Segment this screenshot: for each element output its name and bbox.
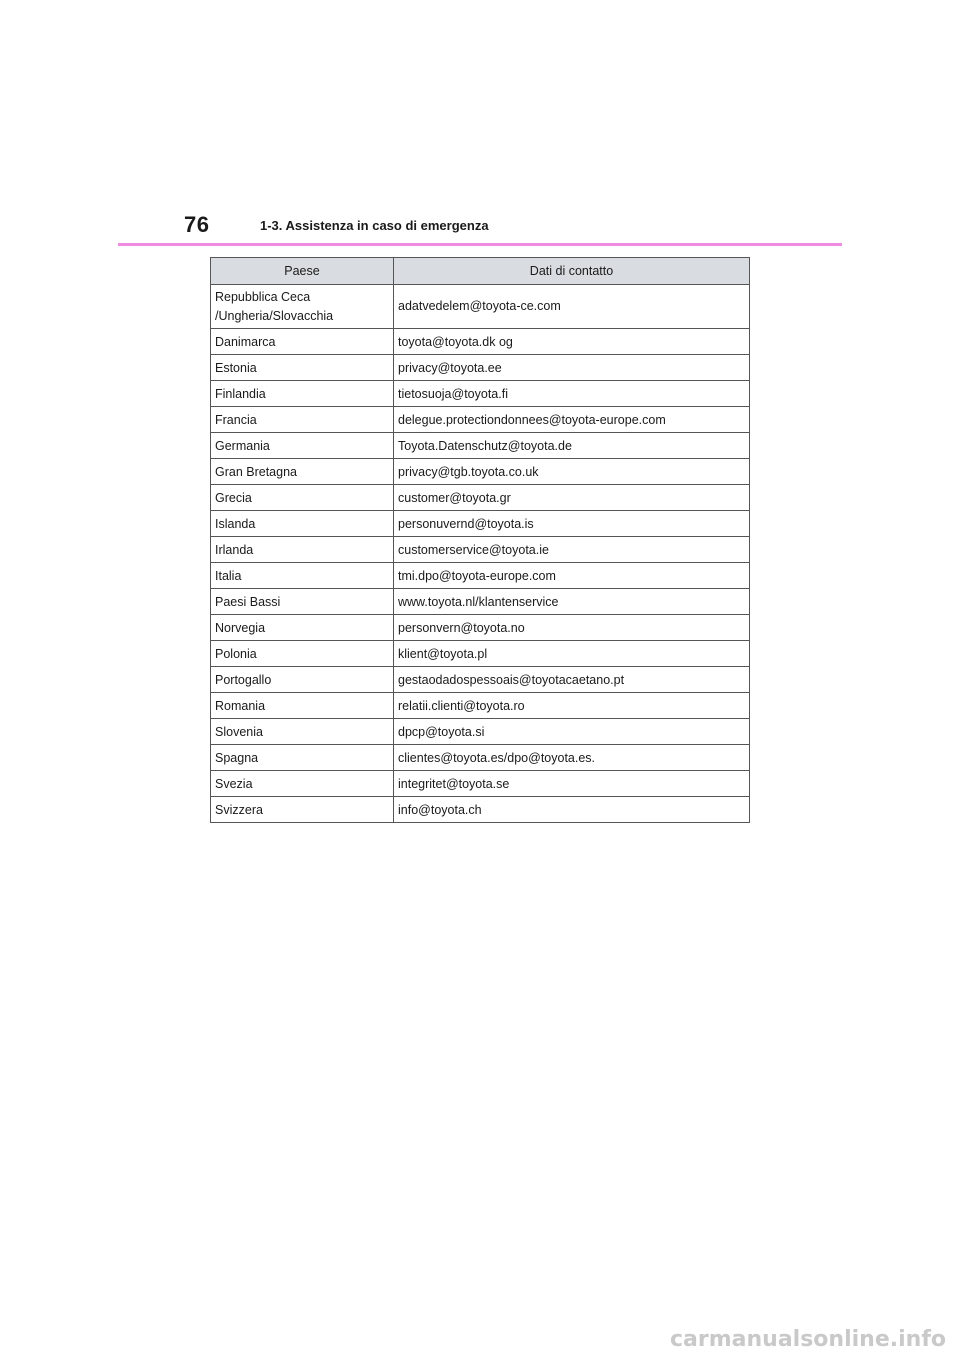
table-row xyxy=(211,459,750,485)
table-row xyxy=(211,433,750,459)
contact-cell: delegue.protectiondonnees@toyota-europe.com xyxy=(394,407,750,433)
table-row xyxy=(211,615,750,641)
country-cell: Gran Bretagna xyxy=(211,459,394,485)
contact-cell: klient@toyota.pl xyxy=(394,641,750,667)
country-cell: Svizzera xyxy=(211,797,394,823)
table-row xyxy=(211,719,750,745)
contact-cell: tietosuoja@toyota.fi xyxy=(394,381,750,407)
site-watermark: carmanualsonline.info xyxy=(670,1327,946,1352)
country-cell: Portogallo xyxy=(211,667,394,693)
section-title: 1-3. Assistenza in caso di emergenza xyxy=(260,218,489,233)
table-row xyxy=(211,329,750,355)
contacts-table xyxy=(210,257,750,823)
table-row xyxy=(211,667,750,693)
country-cell: Norvegia xyxy=(211,615,394,641)
country-cell: Polonia xyxy=(211,641,394,667)
header-rule xyxy=(118,243,842,246)
country-line: Repubblica Ceca xyxy=(215,289,311,304)
country-cell: Islanda xyxy=(211,511,394,537)
contact-cell: relatii.clienti@toyota.ro xyxy=(394,693,750,719)
contact-cell: personuvernd@toyota.is xyxy=(394,511,750,537)
country-cell: Italia xyxy=(211,563,394,589)
contact-cell: www.toyota.nl/klantenservice xyxy=(394,589,750,615)
country-cell: Germania xyxy=(211,433,394,459)
contact-cell: customer@toyota.gr xyxy=(394,485,750,511)
contact-cell: info@toyota.ch xyxy=(394,797,750,823)
contact-cell: privacy@toyota.ee xyxy=(394,355,750,381)
column-header-country: Paese xyxy=(211,258,394,285)
contact-cell: Toyota.Datenschutz@toyota.de xyxy=(394,433,750,459)
table-row xyxy=(211,355,750,381)
contact-cell: personvern@toyota.no xyxy=(394,615,750,641)
contact-cell: integritet@toyota.se xyxy=(394,771,750,797)
contact-cell: gestaodadospessoais@toyotacaetano.pt xyxy=(394,667,750,693)
country-cell: Francia xyxy=(211,407,394,433)
country-cell: Spagna xyxy=(211,745,394,771)
contact-cell: clientes@toyota.es/dpo@toyota.es. xyxy=(394,745,750,771)
country-cell: Grecia xyxy=(211,485,394,511)
table-row xyxy=(211,589,750,615)
country-cell xyxy=(211,285,394,329)
country-cell: Estonia xyxy=(211,355,394,381)
contact-cell: tmi.dpo@toyota-europe.com xyxy=(394,563,750,589)
country-cell: Romania xyxy=(211,693,394,719)
table-row xyxy=(211,693,750,719)
country-cell: Svezia xyxy=(211,771,394,797)
table-header-row xyxy=(211,258,750,285)
country-cell: Danimarca xyxy=(211,329,394,355)
contact-cell: toyota@toyota.dk og xyxy=(394,329,750,355)
contact-cell: dpcp@toyota.si xyxy=(394,719,750,745)
table-row xyxy=(211,563,750,589)
country-line: /Ungheria/Slovacchia xyxy=(215,308,334,323)
country-cell: Paesi Bassi xyxy=(211,589,394,615)
table-row xyxy=(211,485,750,511)
table-row xyxy=(211,797,750,823)
table-row xyxy=(211,511,750,537)
contact-cell: adatvedelem@toyota-ce.com xyxy=(394,285,750,329)
country-cell: Slovenia xyxy=(211,719,394,745)
table-row xyxy=(211,407,750,433)
table-row xyxy=(211,381,750,407)
table-row xyxy=(211,745,750,771)
country-cell: Finlandia xyxy=(211,381,394,407)
table-row xyxy=(211,641,750,667)
table-row xyxy=(211,285,750,329)
table-row xyxy=(211,537,750,563)
contact-cell: privacy@tgb.toyota.co.uk xyxy=(394,459,750,485)
table-row xyxy=(211,771,750,797)
country-cell: Irlanda xyxy=(211,537,394,563)
page-number: 76 xyxy=(184,212,210,237)
column-header-contact: Dati di contatto xyxy=(394,258,750,285)
contact-cell: customerservice@toyota.ie xyxy=(394,537,750,563)
